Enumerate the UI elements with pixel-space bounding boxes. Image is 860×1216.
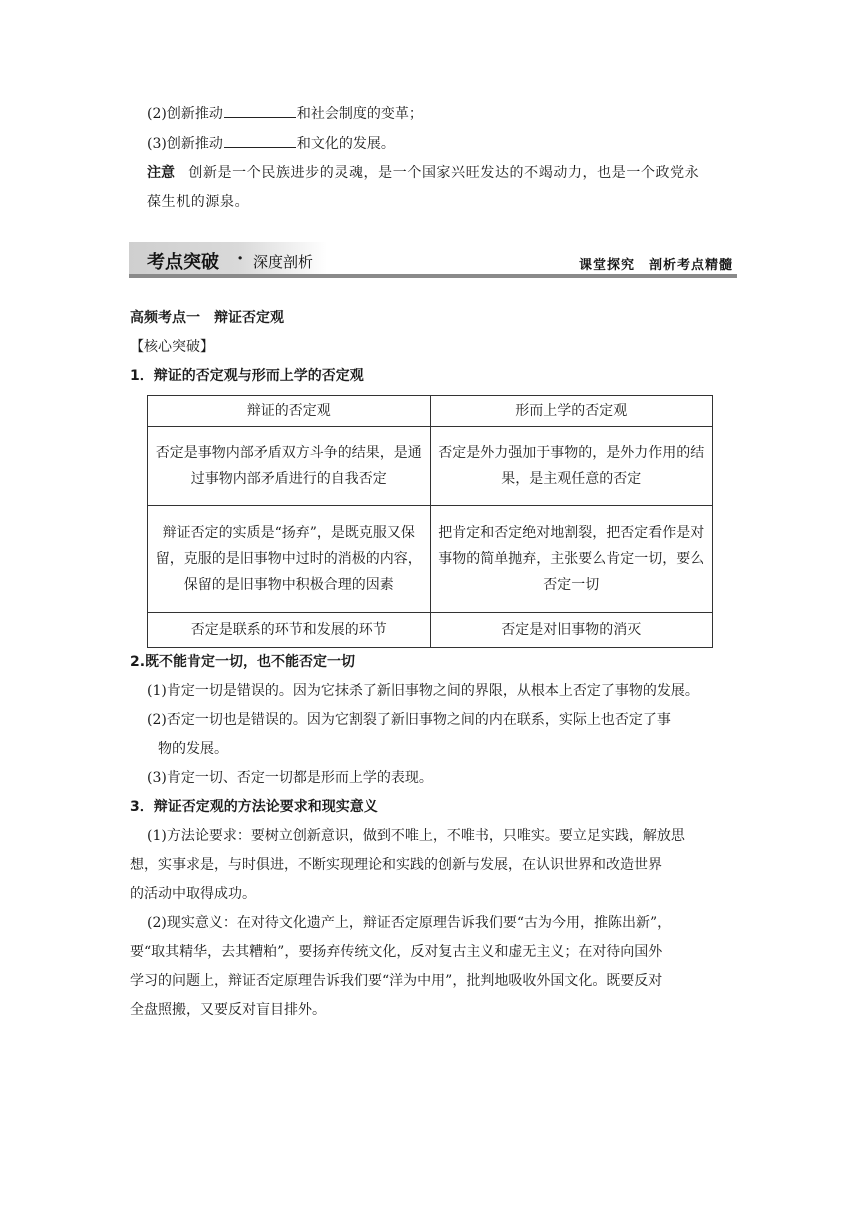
note-text-2: 葆生机的源泉。 — [147, 194, 250, 210]
fill-blank — [224, 103, 296, 118]
point-2-item-3: (3)肯定一切、否定一切都是形而上学的表现。 — [147, 770, 433, 786]
point-3-item-2-line-1: (2)现实意义：在对待文化遗产上，辩证否定原理告诉我们要“古为今用，推陈出新”， — [147, 915, 672, 931]
section-heading: 高频考点一 辩证否定观 — [130, 310, 284, 326]
table-row — [148, 506, 713, 613]
point-2-item-2-line-1: (2)否定一切也是错误的。因为它割裂了新旧事物之间的内在联系，实际上也否定了事 — [147, 712, 671, 728]
intro-item-2 — [147, 103, 423, 124]
banner-title: 考点突破 — [147, 252, 219, 273]
table-cell: 辩证否定的实质是“扬弃”，是既克服又保留，克服的是旧事物中过时的消极的内容，保留的是旧事物中积极合理的因素 — [148, 506, 431, 613]
table-header-cell: 形而上学的否定观 — [430, 396, 713, 427]
banner-right-text: 课堂探究 剖析考点精髓 — [578, 258, 733, 273]
comparison-table — [147, 395, 713, 648]
table-cell: 把肯定和否定绝对地割裂，把否定看作是对事物的简单抛弃，主张要么肯定一切，要么否定一切 — [430, 506, 713, 613]
note-line-1 — [147, 163, 699, 183]
intro-item-3-suffix: 和文化的发展。 — [296, 136, 395, 152]
intro-item-3-prefix: (3)创新推动 — [147, 136, 223, 152]
table-row — [148, 613, 713, 648]
note-line-2 — [147, 192, 249, 212]
point-3-item-2-line-3: 学习的问题上，辩证否定原理告诉我们要“洋为中用”，批判地吸收外国文化。既要反对 — [130, 973, 663, 989]
intro-item-2-prefix: (2)创新推动 — [147, 106, 223, 122]
note-text-1: 创新是一个民族进步的灵魂，是一个国家兴旺发达的不竭动力，也是一个政党永 — [188, 165, 700, 181]
core-label: 【核心突破】 — [130, 339, 214, 355]
point-2-title: 2.既不能肯定一切，也不能否定一切 — [130, 654, 356, 670]
table-cell: 否定是外力强加于事物的，是外力作用的结果，是主观任意的否定 — [430, 427, 713, 506]
intro-item-2-suffix: 和社会制度的变革； — [296, 106, 423, 122]
point-3-item-2-line-2: 要“取其精华，去其糟粕”，要扬弃传统文化，反对复古主义和虚无主义；在对待向国外 — [130, 944, 663, 960]
point-3-item-1-line-3: 的活动中取得成功。 — [130, 886, 256, 902]
table-header-row — [148, 396, 713, 427]
point-2-item-1: (1)肯定一切是错误的。因为它抹杀了新旧事物之间的界限，从根本上否定了事物的发展。 — [147, 683, 699, 699]
banner-dot: · — [237, 248, 244, 269]
table-row — [148, 427, 713, 506]
point-2-item-2-line-2: 物的发展。 — [158, 741, 228, 757]
table-cell: 否定是事物内部矛盾双方斗争的结果，是通过事物内部矛盾进行的自我否定 — [148, 427, 431, 506]
banner-rule — [129, 274, 737, 278]
point-3-item-1-line-2: 想，实事求是，与时俱进，不断实现理论和实践的创新与发展，在认识世界和改造世界 — [130, 857, 662, 873]
point-3-title: 3．辩证否定观的方法论要求和现实意义 — [130, 799, 378, 815]
point-3-item-1-line-1: (1)方法论要求：要树立创新意识，做到不唯上，不唯书，只唯实。要立足实践，解放思 — [147, 828, 685, 844]
section-banner — [129, 240, 737, 280]
table-cell: 否定是联系的环节和发展的环节 — [148, 613, 431, 648]
table-header-cell: 辩证的否定观 — [148, 396, 431, 427]
banner-subtitle: 深度剖析 — [253, 253, 314, 271]
point-3-item-2-line-4: 全盘照搬，又要反对盲目排外。 — [130, 1002, 326, 1018]
note-label: 注意 — [147, 165, 175, 181]
table-cell: 否定是对旧事物的消灭 — [430, 613, 713, 648]
point-1-title: 1．辩证的否定观与形而上学的否定观 — [130, 368, 364, 384]
fill-blank — [224, 133, 296, 148]
intro-item-3 — [147, 133, 395, 154]
